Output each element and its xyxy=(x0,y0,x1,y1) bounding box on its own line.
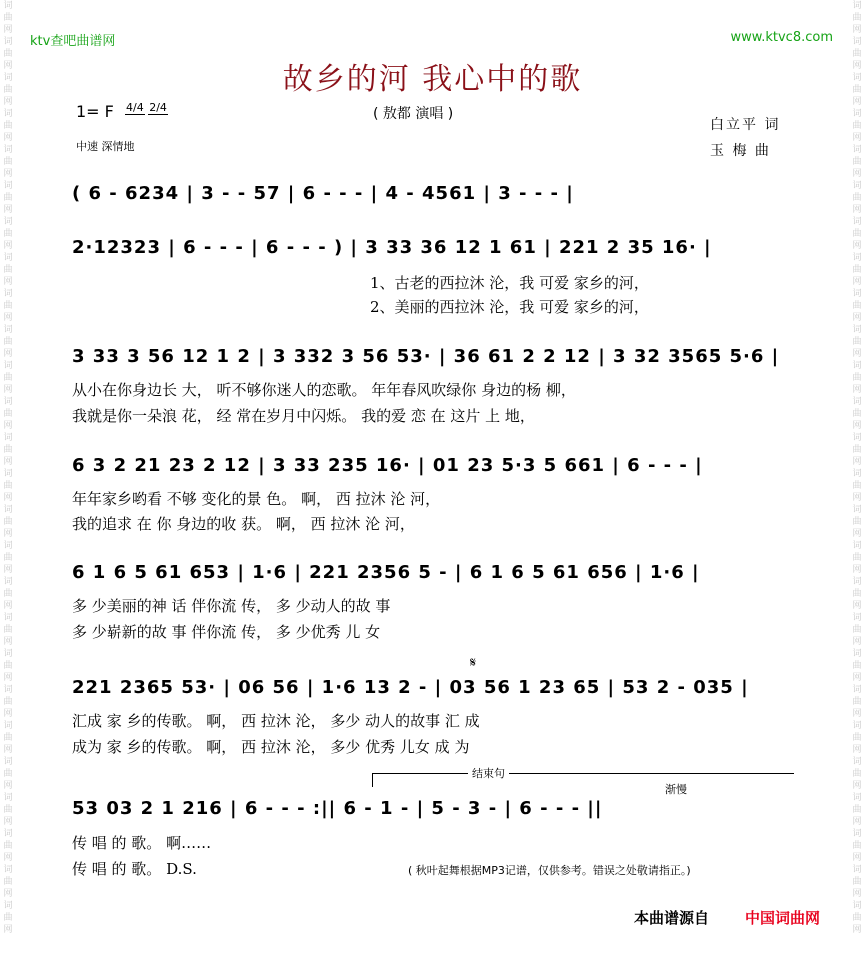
lyricist-credit: 白立平 词 xyxy=(710,117,781,133)
staff-line-4: 6 3 2 21 23 2 12 | 3 33 235 16· | 01 23 5·3 5 661 | 6 - - - | xyxy=(72,455,703,476)
right-watermark-strip: 词曲网词曲网词曲网词曲网词曲网词曲网词曲网词曲网词曲网词曲网词曲网词曲网词曲网词曲网词曲网词曲网词曲网词曲网词曲网词曲网词曲网词曲网词曲网词曲网词曲网词曲网 xyxy=(852,1,862,935)
lyric-row-4-verse-2: 多 少崭新的故 事 伴你流 传， 多 少优秀 儿 女 xyxy=(72,623,381,641)
ending-label: 结束句 xyxy=(468,765,509,781)
lyric-row-3-verse-1: 年年家乡哟看 不够 变化的景 色。 啊， 西 拉沐 沦 河， xyxy=(72,490,441,508)
singer-credit: ( 敖都 演唱 ) xyxy=(373,106,454,122)
staff-line-1: ( 6 - 6234 | 3 - - 57 | 6 - - - | 4 - 4561 | 3 - - - | xyxy=(72,183,574,204)
source-brand-link[interactable]: 中国词曲网 xyxy=(745,909,821,927)
transcriber-note: ( 秋叶起舞根据MP3记谱，仅供参考。错误之处敬请指正。) xyxy=(408,864,691,877)
lyric-row-3-verse-2: 我的追求 在 你 身边的收 获。 啊， 西 拉沐 沦 河， xyxy=(72,515,415,533)
site-name-left[interactable]: ktv查吧曲谱网 xyxy=(30,34,116,49)
tempo-marking: 中速 深情地 xyxy=(76,140,135,153)
staff-line-5: 6 1 6 5 61 653 | 1·6 | 221 2356 5 - | 6 1 6 5 61 656 | 1·6 | xyxy=(72,562,700,583)
lyric-row-1-verse-1: 1、古老的西拉沐 沦，我 可爱 家乡的河， xyxy=(370,274,649,292)
lyric-row-1-verse-2: 2、美丽的西拉沐 沦，我 可爱 家乡的河， xyxy=(370,298,649,316)
lyric-row-5-verse-1: 汇成 家 乡的传歌。 啊， 西 拉沐 沦， 多少 动人的故事 汇 成 xyxy=(72,712,480,730)
key-signature: 1= F xyxy=(76,102,114,121)
staff-line-6: 221 2365 53· | 06 56 | 1·6 13 2 - | 03 56 1 23 65 | 53 2 - 035 | xyxy=(72,677,749,698)
ending-bracket xyxy=(372,773,794,774)
lyric-row-6-verse-1: 传 唱 的 歌。 啊…… xyxy=(72,834,212,852)
lyric-row-6-verse-2: 传 唱 的 歌。 D.S. xyxy=(72,860,197,878)
song-title: 故乡的河 我心中的歌 xyxy=(282,62,583,97)
lyric-row-2-verse-2: 我就是你一朵浪 花， 经 常在岁月中闪烁。 我的爱 恋 在 这片 上 地， xyxy=(72,407,535,425)
time-signature-1: 4/4 xyxy=(126,101,144,114)
staff-line-7: 53 03 2 1 216 | 6 - - - :|| 6 - 1 - | 5 - 3 - | 6 - - - || xyxy=(72,798,603,819)
staff-line-3: 3 33 3 56 12 1 2 | 3 332 3 56 53· | 36 61 2 2 12 | 3 32 3565 5·6 | xyxy=(72,346,780,367)
composer-credit: 玉 梅 曲 xyxy=(710,143,771,159)
site-url-right[interactable]: www.ktvc8.com xyxy=(730,30,833,45)
staff-line-2: 2·12323 | 6 - - - | 6 - - - ) | 3 33 36 12 1 61 | 221 2 35 16· | xyxy=(72,237,712,258)
source-label: 本曲谱源自 xyxy=(634,909,710,927)
lyric-row-2-verse-1: 从小在你身边长 大， 听不够你迷人的恋歌。 年年春风吹绿你 身边的杨 柳， xyxy=(72,381,576,399)
ending-bracket-tick xyxy=(372,773,373,787)
time-signature-2: 2/4 xyxy=(149,101,167,114)
time-signature xyxy=(125,102,168,113)
segno-sign: 𝄋 xyxy=(470,655,477,671)
ritardando-mark: 渐慢 xyxy=(665,783,687,796)
lyric-row-5-verse-2: 成为 家 乡的传歌。 啊， 西 拉沐 沦， 多少 优秀 儿女 成 为 xyxy=(72,738,470,756)
lyric-row-4-verse-1: 多 少美丽的神 话 伴你流 传， 多 少动人的故 事 xyxy=(72,597,391,615)
left-watermark-strip: 词曲网词曲网词曲网词曲网词曲网词曲网词曲网词曲网词曲网词曲网词曲网词曲网词曲网词曲网词曲网词曲网词曲网词曲网词曲网词曲网词曲网词曲网词曲网词曲网词曲网词曲网 xyxy=(3,1,13,935)
